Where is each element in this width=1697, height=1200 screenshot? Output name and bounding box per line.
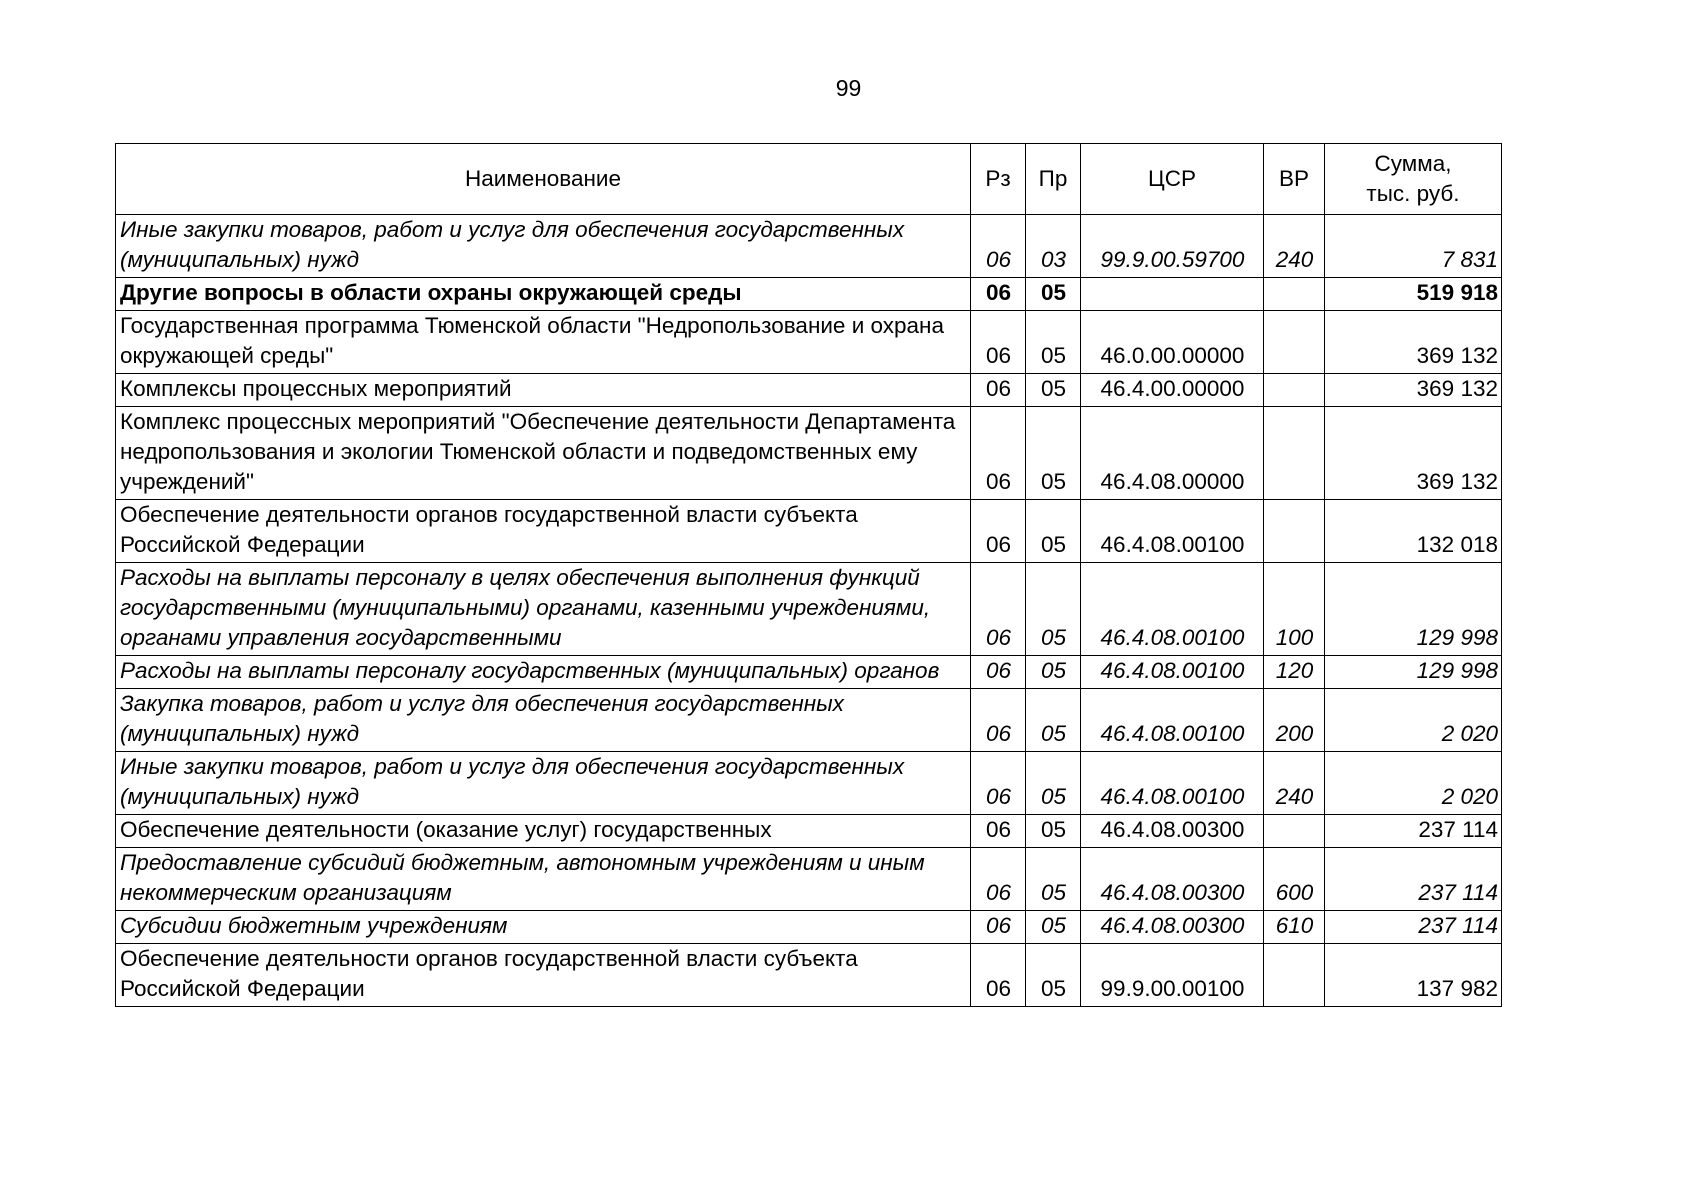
cell-rz: 06 xyxy=(971,500,1026,563)
table-row xyxy=(116,656,1502,689)
cell-sum: 369 132 xyxy=(1325,311,1502,374)
cell-sum: 237 114 xyxy=(1325,848,1502,911)
cell-vr: 610 xyxy=(1264,911,1325,944)
cell-csr: 46.4.00.00000 xyxy=(1081,374,1264,407)
table-row xyxy=(116,374,1502,407)
table-row xyxy=(116,944,1502,1007)
cell-vr xyxy=(1264,278,1325,311)
cell-pr: 05 xyxy=(1026,689,1081,752)
table-header xyxy=(116,144,1502,215)
cell-pr: 05 xyxy=(1026,563,1081,656)
cell-pr: 05 xyxy=(1026,911,1081,944)
cell-sum: 519 918 xyxy=(1325,278,1502,311)
cell-csr xyxy=(1081,278,1264,311)
cell-pr: 05 xyxy=(1026,752,1081,815)
cell-name: Другие вопросы в области охраны окружающей среды xyxy=(116,278,971,311)
table-row xyxy=(116,815,1502,848)
cell-csr: 46.4.08.00100 xyxy=(1081,563,1264,656)
cell-name: Обеспечение деятельности (оказание услуг) государственных xyxy=(116,815,971,848)
table-row xyxy=(116,689,1502,752)
cell-rz: 06 xyxy=(971,689,1026,752)
page-number: 99 xyxy=(835,75,862,101)
cell-sum: 129 998 xyxy=(1325,656,1502,689)
header-sum xyxy=(1325,144,1502,215)
cell-sum: 129 998 xyxy=(1325,563,1502,656)
cell-name: Обеспечение деятельности органов государственной власти субъекта Российской Федерации xyxy=(116,944,971,1007)
cell-csr: 46.4.08.00100 xyxy=(1081,500,1264,563)
cell-vr xyxy=(1264,374,1325,407)
table-row xyxy=(116,911,1502,944)
cell-rz: 06 xyxy=(971,944,1026,1007)
cell-pr: 05 xyxy=(1026,407,1081,500)
cell-pr: 05 xyxy=(1026,500,1081,563)
cell-sum: 237 114 xyxy=(1325,911,1502,944)
header-row xyxy=(116,144,1502,215)
header-pr: Пр xyxy=(1026,144,1081,215)
cell-vr xyxy=(1264,944,1325,1007)
cell-rz: 06 xyxy=(971,848,1026,911)
cell-vr xyxy=(1264,815,1325,848)
cell-pr: 03 xyxy=(1026,215,1081,278)
budget-table xyxy=(115,143,1502,1007)
cell-pr: 05 xyxy=(1026,944,1081,1007)
cell-vr: 240 xyxy=(1264,752,1325,815)
cell-vr: 120 xyxy=(1264,656,1325,689)
table-row xyxy=(116,848,1502,911)
cell-name: Расходы на выплаты персоналу государственных (муниципальных) органов xyxy=(116,656,971,689)
cell-name: Комплексы процессных мероприятий xyxy=(116,374,971,407)
cell-name: Государственная программа Тюменской области "Недропользование и охрана окружающей среды" xyxy=(116,311,971,374)
header-sum-line1: Сумма, xyxy=(1374,151,1452,176)
cell-pr: 05 xyxy=(1026,311,1081,374)
cell-vr xyxy=(1264,407,1325,500)
cell-csr: 46.4.08.00000 xyxy=(1081,407,1264,500)
header-sum-line2: тыс. руб. xyxy=(1366,181,1460,206)
cell-rz: 06 xyxy=(971,563,1026,656)
cell-vr: 200 xyxy=(1264,689,1325,752)
cell-csr: 46.4.08.00100 xyxy=(1081,689,1264,752)
header-vr: ВР xyxy=(1264,144,1325,215)
table-row xyxy=(116,752,1502,815)
cell-csr: 46.4.08.00300 xyxy=(1081,848,1264,911)
cell-vr xyxy=(1264,311,1325,374)
cell-rz: 06 xyxy=(971,407,1026,500)
table-body xyxy=(116,215,1502,1007)
cell-sum: 2 020 xyxy=(1325,689,1502,752)
cell-csr: 46.0.00.00000 xyxy=(1081,311,1264,374)
header-rz: Рз xyxy=(971,144,1026,215)
cell-name: Субсидии бюджетным учреждениям xyxy=(116,911,971,944)
cell-csr: 99.9.00.00100 xyxy=(1081,944,1264,1007)
cell-name: Расходы на выплаты персоналу в целях обеспечения выполнения функций государственными (муниципальными) органами, казенными учреждениями, органами управления государственными xyxy=(116,563,971,656)
cell-rz: 06 xyxy=(971,374,1026,407)
cell-name: Обеспечение деятельности органов государственной власти субъекта Российской Федерации xyxy=(116,500,971,563)
cell-sum: 369 132 xyxy=(1325,374,1502,407)
cell-pr: 05 xyxy=(1026,656,1081,689)
cell-sum: 132 018 xyxy=(1325,500,1502,563)
table-row xyxy=(116,215,1502,278)
cell-csr: 46.4.08.00300 xyxy=(1081,911,1264,944)
table-row xyxy=(116,500,1502,563)
cell-pr: 05 xyxy=(1026,848,1081,911)
cell-vr: 240 xyxy=(1264,215,1325,278)
cell-csr: 46.4.08.00100 xyxy=(1081,752,1264,815)
header-name: Наименование xyxy=(116,144,971,215)
cell-rz: 06 xyxy=(971,215,1026,278)
cell-rz: 06 xyxy=(971,815,1026,848)
cell-name: Комплекс процессных мероприятий "Обеспечение деятельности Департамента недропользования и экологии Тюменской области и подведомственных ему учреждений" xyxy=(116,407,971,500)
cell-vr xyxy=(1264,500,1325,563)
cell-rz: 06 xyxy=(971,752,1026,815)
cell-name: Предоставление субсидий бюджетным, автономным учреждениям и иным некоммерческим организациям xyxy=(116,848,971,911)
cell-sum: 2 020 xyxy=(1325,752,1502,815)
cell-name: Иные закупки товаров, работ и услуг для обеспечения государственных (муниципальных) нужд xyxy=(116,215,971,278)
cell-csr: 99.9.00.59700 xyxy=(1081,215,1264,278)
cell-rz: 06 xyxy=(971,278,1026,311)
cell-csr: 46.4.08.00300 xyxy=(1081,815,1264,848)
cell-sum: 7 831 xyxy=(1325,215,1502,278)
cell-rz: 06 xyxy=(971,311,1026,374)
cell-vr: 600 xyxy=(1264,848,1325,911)
table-row xyxy=(116,311,1502,374)
cell-name: Закупка товаров, работ и услуг для обеспечения государственных (муниципальных) нужд xyxy=(116,689,971,752)
cell-rz: 06 xyxy=(971,911,1026,944)
cell-vr: 100 xyxy=(1264,563,1325,656)
cell-name: Иные закупки товаров, работ и услуг для обеспечения государственных (муниципальных) нужд xyxy=(116,752,971,815)
header-csr: ЦСР xyxy=(1081,144,1264,215)
cell-sum: 369 132 xyxy=(1325,407,1502,500)
cell-pr: 05 xyxy=(1026,374,1081,407)
cell-rz: 06 xyxy=(971,656,1026,689)
cell-csr: 46.4.08.00100 xyxy=(1081,656,1264,689)
table-row xyxy=(116,407,1502,500)
table-row xyxy=(116,278,1502,311)
cell-sum: 237 114 xyxy=(1325,815,1502,848)
cell-pr: 05 xyxy=(1026,815,1081,848)
cell-pr: 05 xyxy=(1026,278,1081,311)
table-row xyxy=(116,563,1502,656)
cell-sum: 137 982 xyxy=(1325,944,1502,1007)
